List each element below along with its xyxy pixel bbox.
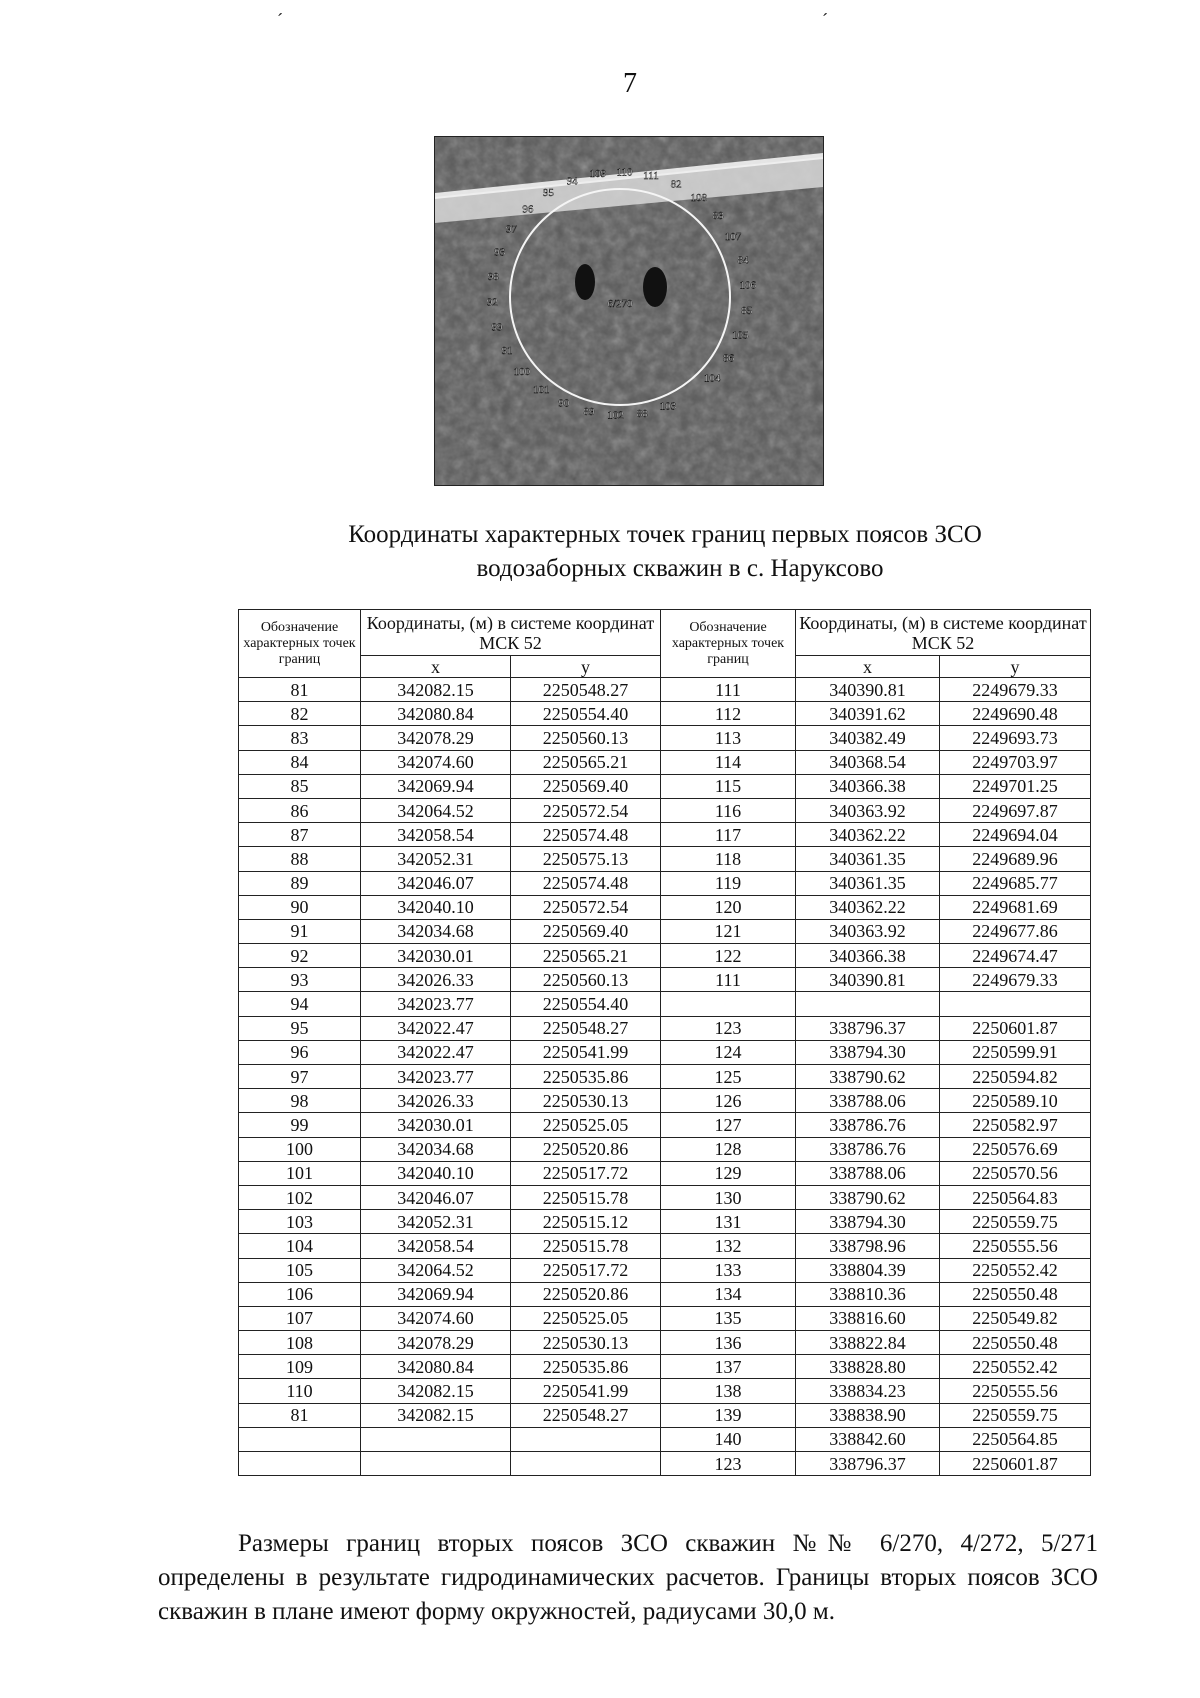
table-cell: 340366.38 bbox=[796, 774, 940, 798]
table-cell: 103 bbox=[239, 1210, 361, 1234]
map-point-label: 109 bbox=[589, 168, 607, 181]
map-point-label: 106 bbox=[739, 279, 756, 292]
map-point-label: 111 bbox=[643, 170, 659, 182]
table-cell: 338834.23 bbox=[796, 1379, 940, 1403]
table-caption bbox=[0, 518, 1200, 586]
table-cell: 342046.07 bbox=[361, 1185, 511, 1209]
table-cell: 81 bbox=[239, 1403, 361, 1427]
table-row bbox=[239, 1234, 1091, 1258]
table-cell: 2249681.69 bbox=[940, 895, 1091, 919]
table-cell: 2250550.48 bbox=[940, 1282, 1091, 1306]
map-point-label: 90 bbox=[558, 397, 570, 410]
table-cell: 94 bbox=[239, 992, 361, 1016]
map-point-label: 86 bbox=[723, 352, 735, 365]
table-cell: 2250560.13 bbox=[511, 968, 661, 992]
table-cell: 97 bbox=[239, 1065, 361, 1089]
map-point-label: 96 bbox=[522, 203, 534, 216]
table-cell: 114 bbox=[661, 750, 796, 774]
table-cell: 2249679.33 bbox=[940, 678, 1091, 702]
table-row bbox=[239, 1089, 1091, 1113]
table-cell: 89 bbox=[239, 871, 361, 895]
table-cell: 136 bbox=[661, 1331, 796, 1355]
table-cell: 85 bbox=[239, 774, 361, 798]
table-cell: 342069.94 bbox=[361, 774, 511, 798]
coordinates-table bbox=[238, 609, 1091, 1476]
map-point-label: 88 bbox=[636, 407, 648, 420]
table-cell: 117 bbox=[661, 823, 796, 847]
table-cell: 88 bbox=[239, 847, 361, 871]
table-cell: 2250535.86 bbox=[511, 1355, 661, 1379]
table-cell: 338788.06 bbox=[796, 1161, 940, 1185]
table-cell: 340362.22 bbox=[796, 823, 940, 847]
well-marker bbox=[643, 267, 667, 307]
table-cell bbox=[661, 992, 796, 1016]
table-row bbox=[239, 992, 1091, 1016]
table-cell: 116 bbox=[661, 798, 796, 822]
table-row bbox=[239, 774, 1091, 798]
map-point-label: 110 bbox=[616, 166, 633, 179]
table-cell: 133 bbox=[661, 1258, 796, 1282]
table-cell bbox=[239, 1427, 361, 1451]
table-cell: 338794.30 bbox=[796, 1210, 940, 1234]
table-cell: 2250548.27 bbox=[511, 1403, 661, 1427]
table-cell: 2249697.87 bbox=[940, 798, 1091, 822]
table-cell: 342034.68 bbox=[361, 1137, 511, 1161]
table-row bbox=[239, 702, 1091, 726]
table-cell: 342058.54 bbox=[361, 823, 511, 847]
table-cell: 2250574.48 bbox=[511, 871, 661, 895]
table-cell: 121 bbox=[661, 919, 796, 943]
table-cell: 342052.31 bbox=[361, 1210, 511, 1234]
scan-mark: ˊ bbox=[822, 10, 828, 30]
table-cell: 2250548.27 bbox=[511, 1016, 661, 1040]
table-cell: 342026.33 bbox=[361, 968, 511, 992]
table-cell: 342058.54 bbox=[361, 1234, 511, 1258]
table-cell: 123 bbox=[661, 1452, 796, 1476]
table-cell: 126 bbox=[661, 1089, 796, 1113]
table-cell: 340363.92 bbox=[796, 919, 940, 943]
aerial-photo-map bbox=[434, 136, 824, 486]
map-point-label: 100 bbox=[513, 366, 531, 379]
table-cell: 132 bbox=[661, 1234, 796, 1258]
table-row bbox=[239, 798, 1091, 822]
aerial-photo-svg bbox=[435, 137, 823, 485]
table-cell: 2249674.47 bbox=[940, 944, 1091, 968]
map-point-label: 85 bbox=[741, 304, 753, 317]
body-paragraph bbox=[158, 1527, 1098, 1629]
table-cell: 115 bbox=[661, 774, 796, 798]
table-cell: 342026.33 bbox=[361, 1089, 511, 1113]
table-cell: 342074.60 bbox=[361, 1306, 511, 1330]
table-row bbox=[239, 1161, 1091, 1185]
page-number: 7 bbox=[623, 68, 637, 99]
table-cell: 101 bbox=[239, 1161, 361, 1185]
table-cell: 342022.47 bbox=[361, 1040, 511, 1064]
table-cell: 2250517.72 bbox=[511, 1161, 661, 1185]
table-cell: 338828.80 bbox=[796, 1355, 940, 1379]
map-point-label: 101 bbox=[532, 383, 550, 396]
table-cell: 106 bbox=[239, 1282, 361, 1306]
map-point-label: 91 bbox=[501, 345, 513, 358]
table-cell: 2250550.48 bbox=[940, 1331, 1091, 1355]
table-cell: 338816.60 bbox=[796, 1306, 940, 1330]
table-cell: 2250554.40 bbox=[511, 702, 661, 726]
table-cell: 338822.84 bbox=[796, 1331, 940, 1355]
table-cell: 129 bbox=[661, 1161, 796, 1185]
table-cell: 2250589.10 bbox=[940, 1089, 1091, 1113]
table-cell: 340361.35 bbox=[796, 847, 940, 871]
table-cell: 138 bbox=[661, 1379, 796, 1403]
table-cell: 2249685.77 bbox=[940, 871, 1091, 895]
table-cell: 92 bbox=[239, 944, 361, 968]
table-cell: 2250541.99 bbox=[511, 1040, 661, 1064]
map-point-label: 84 bbox=[737, 254, 749, 267]
scan-mark: ˊ bbox=[277, 10, 283, 30]
map-point-label: 95 bbox=[542, 187, 554, 200]
table-row bbox=[239, 1258, 1091, 1282]
table-cell: 120 bbox=[661, 895, 796, 919]
table-cell: 2249679.33 bbox=[940, 968, 1091, 992]
table-body bbox=[239, 678, 1091, 1476]
table-cell: 81 bbox=[239, 678, 361, 702]
table-cell: 2250569.40 bbox=[511, 919, 661, 943]
table-cell bbox=[361, 1427, 511, 1451]
table-cell: 111 bbox=[661, 968, 796, 992]
table-cell: 2250572.54 bbox=[511, 895, 661, 919]
map-point-label: 105 bbox=[732, 329, 749, 342]
table-row bbox=[239, 1113, 1091, 1137]
table-cell: 2250525.05 bbox=[511, 1113, 661, 1137]
table-cell: 2250525.05 bbox=[511, 1306, 661, 1330]
table-cell: 93 bbox=[239, 968, 361, 992]
table-cell: 342023.77 bbox=[361, 992, 511, 1016]
table-cell: 2249703.97 bbox=[940, 750, 1091, 774]
table-cell: 2250559.75 bbox=[940, 1210, 1091, 1234]
table-cell: 98 bbox=[239, 1089, 361, 1113]
table-cell: 338842.60 bbox=[796, 1427, 940, 1451]
table-cell: 340368.54 bbox=[796, 750, 940, 774]
map-point-label: 98 bbox=[487, 271, 499, 284]
table-cell: 105 bbox=[239, 1258, 361, 1282]
table-cell: 102 bbox=[239, 1185, 361, 1209]
table-row bbox=[239, 1040, 1091, 1064]
table-row bbox=[239, 1282, 1091, 1306]
paragraph-line-1: Размеры границ вторых поясов ЗСО скважин №№ 6/270, 4/272, 5/271 bbox=[238, 1530, 1098, 1557]
table-cell: 338796.37 bbox=[796, 1452, 940, 1476]
table-cell: 82 bbox=[239, 702, 361, 726]
table-cell bbox=[361, 1452, 511, 1476]
header-y-right: у bbox=[940, 656, 1091, 678]
table-cell: 2250515.78 bbox=[511, 1234, 661, 1258]
table-cell bbox=[511, 1452, 661, 1476]
table-cell: 342082.15 bbox=[361, 1379, 511, 1403]
table-cell: 125 bbox=[661, 1065, 796, 1089]
map-point-label: 93 bbox=[494, 246, 506, 259]
map-point-label: 92 bbox=[486, 296, 498, 309]
table-cell: 2250564.85 bbox=[940, 1427, 1091, 1451]
table-cell: 107 bbox=[239, 1306, 361, 1330]
table-cell: 2250517.72 bbox=[511, 1258, 661, 1282]
table-cell: 2250576.69 bbox=[940, 1137, 1091, 1161]
table-row bbox=[239, 1355, 1091, 1379]
table-row bbox=[239, 823, 1091, 847]
table-cell: 2250549.82 bbox=[940, 1306, 1091, 1330]
table-cell: 119 bbox=[661, 871, 796, 895]
table-row bbox=[239, 919, 1091, 943]
table-row bbox=[239, 847, 1091, 871]
table-cell: 104 bbox=[239, 1234, 361, 1258]
table-cell: 2250520.86 bbox=[511, 1282, 661, 1306]
table-cell: 2250530.13 bbox=[511, 1089, 661, 1113]
table-cell: 2249689.96 bbox=[940, 847, 1091, 871]
table-cell bbox=[940, 992, 1091, 1016]
well-marker bbox=[575, 264, 595, 300]
table-cell: 2250548.27 bbox=[511, 678, 661, 702]
table-cell bbox=[511, 1427, 661, 1451]
table-cell: 127 bbox=[661, 1113, 796, 1137]
table-cell: 2250569.40 bbox=[511, 774, 661, 798]
table-cell: 91 bbox=[239, 919, 361, 943]
table-row bbox=[239, 1016, 1091, 1040]
table-cell: 2250515.12 bbox=[511, 1210, 661, 1234]
map-point-label: 6/270 bbox=[607, 298, 633, 310]
header-designation-right: Обозначение характерных точек границ bbox=[661, 610, 796, 678]
table-cell: 342030.01 bbox=[361, 944, 511, 968]
caption-line-2: водозаборных скважин в с. Наруксово bbox=[476, 555, 884, 582]
table-row bbox=[239, 1331, 1091, 1355]
table-cell: 340363.92 bbox=[796, 798, 940, 822]
table-cell: 342040.10 bbox=[361, 1161, 511, 1185]
table-cell: 134 bbox=[661, 1282, 796, 1306]
table-cell: 84 bbox=[239, 750, 361, 774]
header-y-left: у bbox=[511, 656, 661, 678]
table-cell: 2250555.56 bbox=[940, 1234, 1091, 1258]
table-cell: 2250535.86 bbox=[511, 1065, 661, 1089]
table-cell: 2249701.25 bbox=[940, 774, 1091, 798]
map-point-label: 102 bbox=[607, 409, 624, 422]
table-cell: 95 bbox=[239, 1016, 361, 1040]
table-cell: 2250520.86 bbox=[511, 1137, 661, 1161]
table-cell: 2250601.87 bbox=[940, 1452, 1091, 1476]
table-cell: 342078.29 bbox=[361, 1331, 511, 1355]
table-row bbox=[239, 750, 1091, 774]
table-cell: 108 bbox=[239, 1331, 361, 1355]
map-point-label: 83 bbox=[712, 209, 724, 222]
table-cell: 340382.49 bbox=[796, 726, 940, 750]
table-cell: 2249694.04 bbox=[940, 823, 1091, 847]
header-designation-left: Обозначение характерных точек границ bbox=[239, 610, 361, 678]
table-row bbox=[239, 1306, 1091, 1330]
table-cell: 338794.30 bbox=[796, 1040, 940, 1064]
table-cell: 2250555.56 bbox=[940, 1379, 1091, 1403]
table-cell: 2250515.78 bbox=[511, 1185, 661, 1209]
table-cell: 342022.47 bbox=[361, 1016, 511, 1040]
header-coords-left: Координаты, (м) в системе координат МСК 52 bbox=[361, 610, 661, 656]
table-cell: 83 bbox=[239, 726, 361, 750]
table-cell: 2250564.83 bbox=[940, 1185, 1091, 1209]
table-cell: 342046.07 bbox=[361, 871, 511, 895]
table-row bbox=[239, 1379, 1091, 1403]
table-cell: 2249677.86 bbox=[940, 919, 1091, 943]
table-cell bbox=[796, 992, 940, 1016]
table-cell: 100 bbox=[239, 1137, 361, 1161]
table-row bbox=[239, 1427, 1091, 1451]
table-cell: 342074.60 bbox=[361, 750, 511, 774]
table-row bbox=[239, 871, 1091, 895]
table-cell: 111 bbox=[661, 678, 796, 702]
table-cell: 2250601.87 bbox=[940, 1016, 1091, 1040]
table-cell: 137 bbox=[661, 1355, 796, 1379]
table-cell: 2250552.42 bbox=[940, 1355, 1091, 1379]
table-cell: 87 bbox=[239, 823, 361, 847]
table-cell: 342030.01 bbox=[361, 1113, 511, 1137]
table-cell: 109 bbox=[239, 1355, 361, 1379]
table-cell: 2250565.21 bbox=[511, 750, 661, 774]
table-cell: 342069.94 bbox=[361, 1282, 511, 1306]
table-cell: 99 bbox=[239, 1113, 361, 1137]
table-row bbox=[239, 678, 1091, 702]
table-cell: 2250582.97 bbox=[940, 1113, 1091, 1137]
table-cell: 113 bbox=[661, 726, 796, 750]
table-cell: 338790.62 bbox=[796, 1065, 940, 1089]
table-cell: 110 bbox=[239, 1379, 361, 1403]
table-cell: 342064.52 bbox=[361, 798, 511, 822]
table-cell: 135 bbox=[661, 1306, 796, 1330]
table-cell: 96 bbox=[239, 1040, 361, 1064]
table-cell: 90 bbox=[239, 895, 361, 919]
table-cell: 342034.68 bbox=[361, 919, 511, 943]
table-cell: 342078.29 bbox=[361, 726, 511, 750]
table-cell: 342052.31 bbox=[361, 847, 511, 871]
map-point-label: 89 bbox=[583, 406, 595, 418]
table-cell: 139 bbox=[661, 1403, 796, 1427]
table-cell: 2250570.56 bbox=[940, 1161, 1091, 1185]
table-cell: 2250530.13 bbox=[511, 1331, 661, 1355]
table-cell: 123 bbox=[661, 1016, 796, 1040]
table-row bbox=[239, 726, 1091, 750]
table-cell: 130 bbox=[661, 1185, 796, 1209]
table-row bbox=[239, 1403, 1091, 1427]
table-cell: 2250599.91 bbox=[940, 1040, 1091, 1064]
map-point-label: 108 bbox=[690, 192, 708, 205]
table-cell: 2250554.40 bbox=[511, 992, 661, 1016]
table-cell: 2250560.13 bbox=[511, 726, 661, 750]
table-cell: 338788.06 bbox=[796, 1089, 940, 1113]
table-cell: 338838.90 bbox=[796, 1403, 940, 1427]
table-cell: 342023.77 bbox=[361, 1065, 511, 1089]
table-cell: 112 bbox=[661, 702, 796, 726]
map-point-label: 103 bbox=[659, 400, 677, 413]
map-point-label: 97 bbox=[505, 223, 517, 236]
table-row bbox=[239, 968, 1091, 992]
table-cell: 342082.15 bbox=[361, 678, 511, 702]
table-cell: 340391.62 bbox=[796, 702, 940, 726]
table-row bbox=[239, 1452, 1091, 1476]
table-cell: 2249693.73 bbox=[940, 726, 1091, 750]
table-row bbox=[239, 944, 1091, 968]
table-cell: 338810.36 bbox=[796, 1282, 940, 1306]
table-cell: 140 bbox=[661, 1427, 796, 1451]
paragraph-rest: определены в результате гидродинамических расчетов. Границы вторых поясов ЗСО скважин в плане имеют форму окружностей, радиусами 30,0 м. bbox=[158, 1564, 1098, 1625]
table-cell: 122 bbox=[661, 944, 796, 968]
table-row bbox=[239, 1065, 1091, 1089]
table-cell: 2250565.21 bbox=[511, 944, 661, 968]
map-point-label: 104 bbox=[703, 372, 721, 385]
table-row bbox=[239, 1137, 1091, 1161]
map-point-label: 82 bbox=[670, 178, 682, 191]
table-cell: 2250541.99 bbox=[511, 1379, 661, 1403]
table-cell: 2250594.82 bbox=[940, 1065, 1091, 1089]
table-cell: 340362.22 bbox=[796, 895, 940, 919]
map-point-label: 99 bbox=[491, 321, 503, 334]
table-cell: 2250575.13 bbox=[511, 847, 661, 871]
header-x-right: х bbox=[796, 656, 940, 678]
table-cell: 340361.35 bbox=[796, 871, 940, 895]
table-cell: 128 bbox=[661, 1137, 796, 1161]
table-cell: 342064.52 bbox=[361, 1258, 511, 1282]
table-cell: 340366.38 bbox=[796, 944, 940, 968]
table-cell: 338786.76 bbox=[796, 1113, 940, 1137]
table-row bbox=[239, 1185, 1091, 1209]
table-cell: 342082.15 bbox=[361, 1403, 511, 1427]
table-cell: 342080.84 bbox=[361, 1355, 511, 1379]
table-cell: 338790.62 bbox=[796, 1185, 940, 1209]
table-row bbox=[239, 895, 1091, 919]
table-cell: 338786.76 bbox=[796, 1137, 940, 1161]
table-cell: 342040.10 bbox=[361, 895, 511, 919]
table-cell: 2250552.42 bbox=[940, 1258, 1091, 1282]
caption-line-1: Координаты характерных точек границ первых поясов ЗСО bbox=[348, 521, 982, 548]
table-cell: 86 bbox=[239, 798, 361, 822]
map-point-label: 94 bbox=[566, 175, 578, 188]
table-cell: 131 bbox=[661, 1210, 796, 1234]
header-coords-right: Координаты, (м) в системе координат МСК 52 bbox=[796, 610, 1091, 656]
header-x-left: х bbox=[361, 656, 511, 678]
table-row bbox=[239, 1210, 1091, 1234]
table-cell: 118 bbox=[661, 847, 796, 871]
table-cell: 338796.37 bbox=[796, 1016, 940, 1040]
table-cell: 2249690.48 bbox=[940, 702, 1091, 726]
table-cell: 340390.81 bbox=[796, 678, 940, 702]
table-cell: 338804.39 bbox=[796, 1258, 940, 1282]
table-cell bbox=[239, 1452, 361, 1476]
table-cell: 2250574.48 bbox=[511, 823, 661, 847]
table-cell: 2250572.54 bbox=[511, 798, 661, 822]
table-cell: 338798.96 bbox=[796, 1234, 940, 1258]
table-cell: 124 bbox=[661, 1040, 796, 1064]
table-cell: 342080.84 bbox=[361, 702, 511, 726]
map-point-label: 107 bbox=[724, 230, 742, 243]
table-cell: 2250559.75 bbox=[940, 1403, 1091, 1427]
table-cell: 340390.81 bbox=[796, 968, 940, 992]
